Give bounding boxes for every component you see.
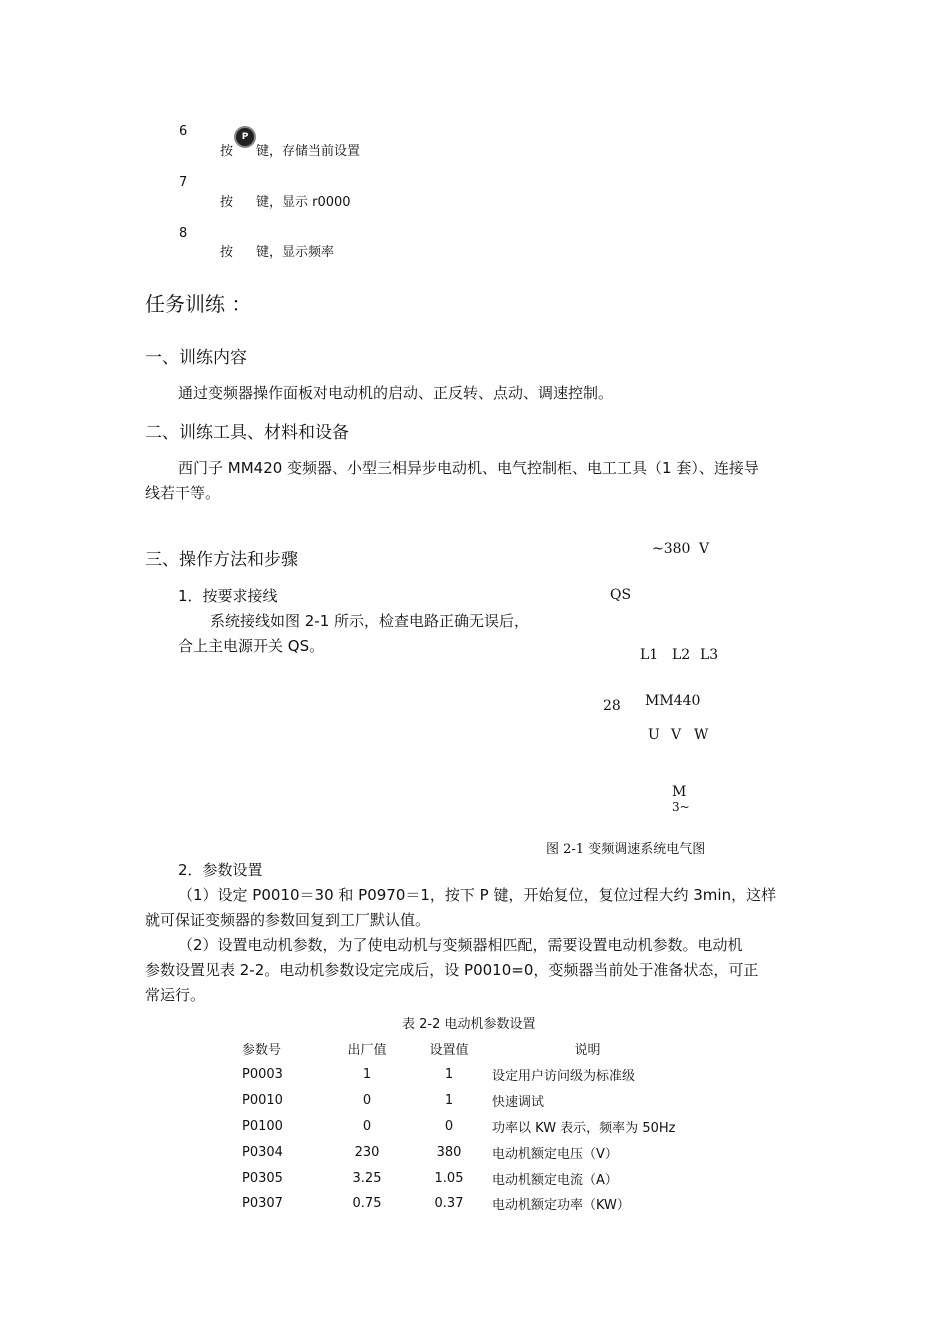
cell-setting: 380 [436, 1144, 462, 1160]
cell-factory: 0 [362, 1118, 372, 1134]
side-number: 28 [603, 698, 621, 714]
cell-setting: 1.05 [434, 1170, 464, 1186]
section-3-title: 三、操作方法和步骤 [145, 550, 298, 570]
section-1-text: 通过变频器操作面板对电动机的启动、正反转、点动、调速控制。 [178, 384, 614, 402]
section-2-title: 二、训练工具、材料和设备 [145, 423, 349, 443]
section-2-line-2: 线若干等。 [145, 484, 221, 502]
supply-unit: V [699, 541, 710, 557]
step-prefix: 按 [220, 245, 234, 260]
step-number: 6 [179, 124, 188, 139]
section-1-title: 一、训练内容 [145, 348, 247, 368]
supply-voltage: ~380 [652, 541, 691, 557]
terminal-l2: L2 [672, 647, 691, 663]
terminal-l3: L3 [700, 647, 719, 663]
table-row [230, 1165, 742, 1191]
motor-label: M [672, 784, 687, 800]
cell-setting: 0.37 [434, 1196, 464, 1212]
table-header-row [230, 1034, 742, 1062]
step-number: 7 [179, 175, 188, 190]
cell-param: P0003 [242, 1067, 283, 1083]
cell-param: P0305 [242, 1170, 283, 1186]
cell-desc: 设定用户访问级为标准级 [492, 1069, 636, 1085]
table-row [230, 1139, 742, 1165]
param-table [230, 1034, 742, 1217]
cell-factory: 3.25 [352, 1170, 382, 1186]
step-1-line-2: 合上主电源开关 QS。 [178, 637, 325, 655]
step-suffix: 键，显示 r0000 [256, 195, 351, 210]
terminal-l1: L1 [640, 647, 659, 663]
cell-factory: 1 [362, 1067, 372, 1083]
terminal-u: U [648, 727, 660, 743]
header-desc: 说明 [574, 1042, 601, 1058]
step-prefix: 按 [220, 144, 234, 159]
cell-param: P0010 [242, 1093, 283, 1109]
table-row [230, 1114, 742, 1140]
cell-param: P0307 [242, 1196, 283, 1212]
cell-param: P0304 [242, 1144, 283, 1160]
param-section-title: 2．参数设置 [178, 861, 263, 879]
step-prefix: 按 [220, 195, 234, 210]
figure-caption: 图 2-1 变频调速系统电气图 [546, 842, 706, 857]
header-setting: 设置值 [429, 1042, 469, 1058]
step-suffix: 键，存储当前设置 [256, 144, 361, 159]
cell-setting: 1 [444, 1093, 454, 1109]
step-number: 8 [179, 226, 188, 241]
table-row [230, 1062, 742, 1088]
cell-setting: 1 [444, 1067, 454, 1083]
inverter-label: MM440 [645, 693, 701, 709]
cell-desc: 快速调试 [492, 1095, 545, 1111]
param-para-1-line-1: （1）设定 P0010＝30 和 P0970＝1，按下 P 键，开始复位，复位过程大约 3min，这样 [178, 886, 777, 904]
step-1-line-1: 系统接线如图 2-1 所示，检查电路正确无误后， [210, 612, 530, 630]
terminal-w: W [694, 727, 709, 743]
cell-desc: 功率以 KW 表示，频率为 50Hz [492, 1120, 676, 1136]
param-para-2-line-2: 参数设置见表 2-2。电动机参数设定完成后，设 P0010=0，变频器当前处于准备状态，可正 [145, 961, 759, 979]
terminal-v: V [671, 727, 682, 743]
cell-desc: 电动机额定电压（V） [492, 1146, 618, 1162]
table-caption: 表 2-2 电动机参数设置 [402, 1017, 536, 1032]
param-para-2-line-3: 常运行。 [145, 986, 206, 1004]
step-1-title: 1．按要求接线 [178, 587, 278, 605]
header-param: 参数号 [242, 1042, 282, 1058]
table-row [230, 1191, 742, 1217]
cell-factory: 0 [362, 1093, 372, 1109]
cell-param: P0100 [242, 1118, 283, 1134]
cell-desc: 电动机额定电流（A） [492, 1172, 618, 1188]
param-para-2-line-1: （2）设置电动机参数，为了使电动机与变频器相匹配，需要设置电动机参数。电动机 [178, 936, 743, 954]
section-2-line-1: 西门子 MM420 变频器、小型三相异步电动机、电气控制柜、电工工具（1 套）、连接导 [178, 459, 759, 477]
step-suffix: 键，显示频率 [256, 245, 335, 260]
param-para-1-line-2: 就可保证变频器的参数回复到工厂默认值。 [145, 911, 431, 929]
p-key-icon: P [234, 126, 256, 148]
motor-phase: 3~ [672, 800, 690, 814]
header-factory: 出厂值 [347, 1042, 387, 1058]
cell-setting: 0 [444, 1118, 454, 1134]
cell-desc: 电动机额定功率（KW） [492, 1198, 630, 1214]
task-title: 任务训练 ： [145, 292, 252, 316]
table-row [230, 1088, 742, 1114]
switch-label: QS [610, 587, 632, 603]
cell-factory: 0.75 [352, 1196, 382, 1212]
cell-factory: 230 [354, 1144, 380, 1160]
